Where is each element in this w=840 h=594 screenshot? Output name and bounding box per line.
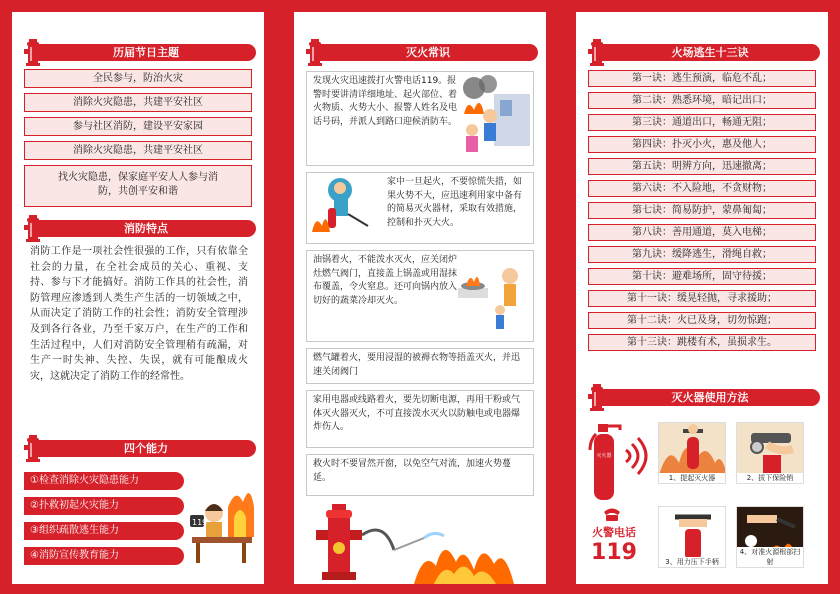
theme-item: 消除火灾隐患，共建平安社区 — [24, 141, 252, 160]
feature-header — [20, 213, 256, 243]
hydrant-fire-illustration — [304, 500, 544, 584]
extinguisher-header — [584, 382, 820, 412]
feature-text: 消防工作是一项社会性很强的工作，只有依靠全社会的力量，在全社会成员的关心、重视、支持、参与下才能搞好。消防工作具的社会性，消防管理应渗透到人类生产生活的一切领域之中，从而决定了消防工作的社会性；消防安全管理涉及到各行各业，乃至千家万户，在生产的工作和生活过程中，人们对消防安全管理稍有疏漏，对生产一时失神、失控、失误，就有可能酿成火灾，这就决定了消防工作的经常性。 — [30, 246, 248, 382]
tip-card — [306, 390, 534, 448]
step-card — [658, 506, 726, 568]
theme-title: 历届节日主题 — [113, 46, 179, 59]
step-card — [736, 506, 804, 568]
panel-themes — [12, 12, 264, 584]
escape-rule: 第三诀：通道出口，畅通无阻； — [588, 114, 816, 131]
tip-text: 燃气罐着火，要用浸湿的被褥衣物等捂盖灭火，并迅速关闭阀门 — [313, 353, 521, 377]
office-fire-illustration — [188, 467, 258, 567]
extinguisher-tag: 灭火器 — [596, 453, 612, 459]
tip-text: 油锅着火，不能泼水灭火，应关闭炉灶燃气阀门，直接盖上锅盖或用湿抹布覆盖，令火窒息。还可向锅内放入切好的蔬菜冷却灭火。 — [313, 255, 458, 306]
feature-title: 消防特点 — [124, 222, 168, 235]
theme-item: 参与社区消防，建设平安家园 — [24, 117, 252, 136]
escape-header — [584, 37, 820, 67]
tip-card — [306, 454, 534, 496]
svg-text:119: 119 — [192, 518, 208, 527]
extinguisher-use-illustration — [308, 174, 384, 242]
panel-escape-rules — [576, 12, 828, 584]
theme-item: 找火灾隐患，保家庭平安人人参与消防，共创平安和谐 — [24, 165, 252, 207]
extinguisher-title: 灭火器使用方法 — [671, 391, 749, 404]
theme-item: 消除火灾隐患，共建平安社区 — [24, 93, 252, 112]
escape-rule: 第一诀：逃生预演，临危不乱； — [588, 70, 816, 87]
phone-icon — [602, 506, 622, 522]
escape-rule: 第六诀：不入险地，不贪财物； — [588, 180, 816, 197]
escape-title: 火场逃生十三诀 — [671, 46, 749, 59]
escape-rule: 第九诀：缓降逃生，滑绳自救； — [588, 246, 816, 263]
ability-header — [20, 433, 256, 463]
escape-rule: 第二诀：熟悉环境，暗记出口； — [588, 92, 816, 109]
escape-rule: 第四诀：扑灭小火，惠及他人； — [588, 136, 816, 153]
tip-text: 发现火灾迅速拨打火警电话119。报警时要讲清详细地址、起火部位、着火物质、火势大小、报警人姓名及电话号码，并派人到路口迎候消防车。 — [313, 76, 458, 127]
theme-item: 全民参与，防治火灾 — [24, 69, 252, 88]
kitchen-fire-illustration — [454, 258, 534, 336]
hotline-number: 119 — [591, 540, 637, 565]
ability-item: ②扑救初起火灾能力 — [24, 497, 184, 515]
step-label: 3、用力压下手柄 — [659, 557, 725, 567]
escape-rule: 第十诀：避难场所，固守待援； — [588, 268, 816, 285]
step-label: 4、对准火源根部扫射 — [737, 547, 803, 567]
step-card — [736, 422, 804, 484]
tip-card — [306, 348, 534, 384]
knowledge-title: 灭火常识 — [406, 46, 450, 59]
ability-item: ④消防宣传教育能力 — [24, 547, 184, 565]
step-1-illustration — [659, 423, 726, 475]
theme-header — [20, 37, 256, 67]
tip-text: 救火时不要冒然开窗，以免空气对流，加速火势蔓延。 — [313, 459, 512, 483]
hotline-label: 火警电话 — [592, 526, 636, 539]
escape-rule: 第七诀：简易防护，蒙鼻匍匐； — [588, 202, 816, 219]
knowledge-header — [302, 37, 538, 67]
step-2-illustration — [737, 423, 804, 475]
step-3-illustration — [659, 507, 726, 559]
escape-rule: 第十二诀：火已及身，切勿惊跑； — [588, 312, 816, 329]
escape-illustration — [444, 74, 536, 166]
ability-item: ③组织疏散逃生能力 — [24, 522, 184, 540]
tip-text: 家中一旦起火，不要惊慌失措，如果火势不大，应迅速利用家中备有的简易灭火器材，采取有效措施，控制和扑灭大火。 — [387, 177, 523, 228]
escape-rule: 第八诀：善用通道，莫入电梯； — [588, 224, 816, 241]
ability-title: 四个能力 — [124, 442, 168, 455]
tip-text: 家用电器或线路着火，要先切断电源，再用干粉或气体灭火器灭火，不可直接泼水灭火以防触电或电器爆炸伤人。 — [313, 395, 521, 432]
ability-item: ①检查消除火灾隐患能力 — [24, 472, 184, 490]
escape-rule: 第十三诀：跳楼有术，虽损求生。 — [588, 334, 816, 351]
escape-rule: 第十一诀：缓晃轻抛，寻求援助； — [588, 290, 816, 307]
extinguisher-icon — [586, 420, 656, 506]
step-label: 1、提起灭火器 — [659, 473, 725, 483]
step-label: 2、拔下保险销 — [737, 473, 803, 483]
escape-rule: 第五诀：明辨方向，迅速撤离； — [588, 158, 816, 175]
panel-fire-knowledge — [294, 12, 546, 584]
step-card — [658, 422, 726, 484]
